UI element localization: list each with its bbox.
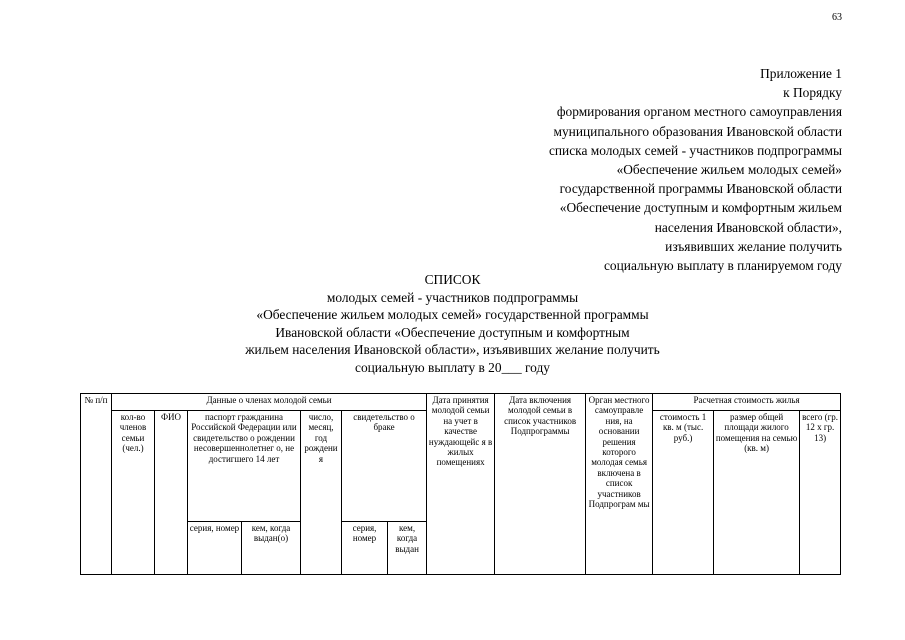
- list-title: [0, 271, 905, 377]
- appendix-line: социальную выплату в планируемом году: [603, 258, 842, 274]
- title-line: «Обеспечение жильем молодых семей» государственной программы: [256, 307, 649, 323]
- appendix-line: формирования органом местного самоуправления: [556, 104, 842, 120]
- appendix-line: к Порядку: [783, 85, 842, 101]
- family-count-header: кол-во членов семьи (чел.): [112, 411, 155, 575]
- title-line: социальную выплату в 20___ году: [355, 359, 550, 375]
- passport-series-header: серия, номер: [188, 522, 242, 575]
- appendix-line: населения Ивановской области»,: [654, 219, 842, 235]
- passport-header: паспорт гражданина Российской Федерации или свидетельство о рождении несовершеннолетнег о, не достигшего 14 лет: [188, 411, 301, 522]
- date-accepted-header: Дата принятия молодой семьи на учет в качестве нуждающейс я в жилых помещениях: [427, 394, 495, 575]
- date-included-header: Дата включения молодой семьи в список участников Подпрограммы: [495, 394, 586, 575]
- appendix-line: государственной программы Ивановской области: [559, 181, 842, 197]
- total-header: всего (гр. 12 х гр. 13): [800, 411, 841, 575]
- appendix-line: Приложение 1: [760, 66, 842, 81]
- cost-per-m2-header: стоимость 1 кв. м (тыс. руб.): [653, 411, 714, 575]
- num-header: № п/п: [81, 394, 112, 575]
- birthdate-header: число, месяц, год рождени я: [301, 411, 342, 575]
- area-header: размер общей площади жилого помещения на семью (кв. м): [714, 411, 800, 575]
- cost-header: Расчетная стоимость жилья: [653, 394, 841, 411]
- cert-issued-header: кем, когда выдан: [388, 522, 427, 575]
- family-data-header: Данные о членах молодой семьи: [112, 394, 427, 411]
- title-line: Ивановской области «Обеспечение доступным и комфортным: [275, 324, 630, 340]
- appendix-line: «Обеспечение доступным и комфортным жильем: [559, 200, 842, 216]
- page-number: 63: [832, 12, 842, 23]
- title-heading: СПИСОК: [424, 272, 481, 287]
- marriage-cert-header: свидетельство о браке: [342, 411, 427, 522]
- cert-series-header: серия, номер: [342, 522, 388, 575]
- passport-issued-header: кем, когда выдан(о): [242, 522, 301, 575]
- appendix-line: изъявивших желание получить: [665, 238, 842, 254]
- title-line: молодых семей - участников подпрограммы: [326, 289, 579, 305]
- fio-header: ФИО: [155, 411, 188, 575]
- families-table: [80, 393, 841, 575]
- appendix-line: муниципального образования Ивановской области: [553, 123, 842, 139]
- appendix-header: [549, 64, 842, 275]
- organ-header: Орган местного самоуправле ния, на основании решения которого молодая семья включена в список участников Подпрограм мы: [586, 394, 653, 575]
- appendix-line: списка молодых семей - участников подпрограммы: [548, 142, 842, 158]
- title-line: жильем населения Ивановской области», изъявивших желание получить: [245, 342, 660, 358]
- appendix-line: «Обеспечение жильем молодых семей»: [616, 162, 842, 178]
